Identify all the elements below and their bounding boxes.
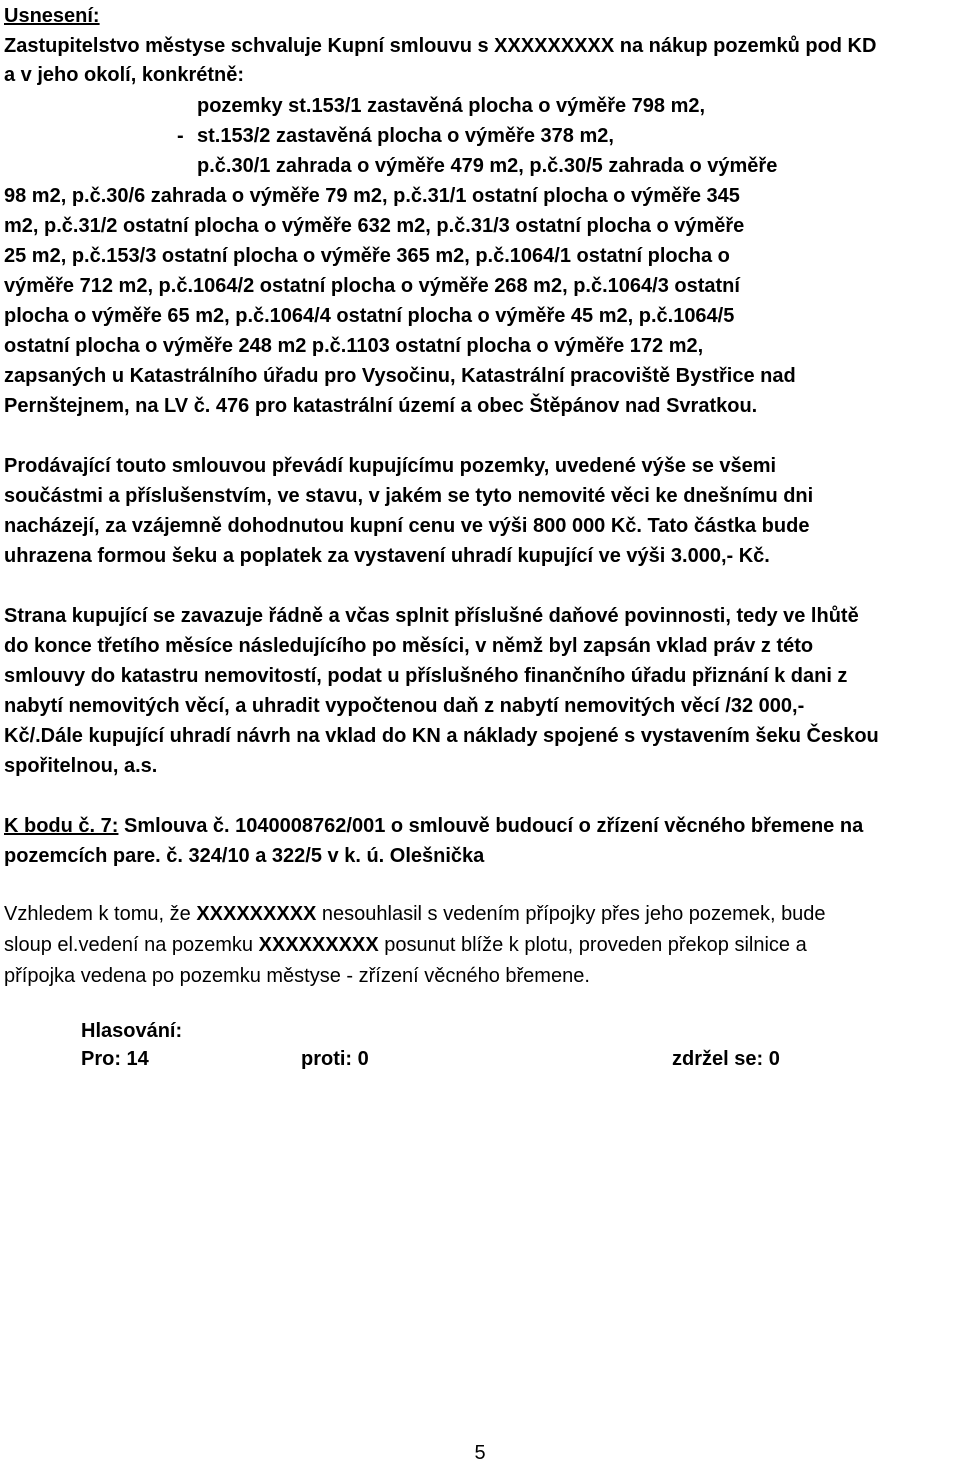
tax-paragraph-line: nabytí nemovitých věcí, a uhradit vypočtenou daň z nabytí nemovitých věcí /32 000,- <box>4 695 805 717</box>
tax-paragraph-line: do konce třetího měsíce následujícího po měsíci, v němž byl zapsán vklad práv z této <box>4 635 814 657</box>
sale-paragraph-line: uhrazena formou šeku a poplatek za vystavení uhradí kupující ve výši 3.000,- Kč. <box>4 545 770 567</box>
redacted-name: XXXXXXXXX <box>258 934 379 956</box>
tax-paragraph-line: smlouvy do katastru nemovitostí, podat u příslušného finančního úřadu přiznání k dani z <box>4 665 848 687</box>
resolution-heading: Usnesení: <box>4 5 100 27</box>
plot-list-line: st.153/2 zastavěná plocha o výměře 378 m2, <box>197 125 614 147</box>
plot-list-line: 98 m2, p.č.30/6 zahrada o výměře 79 m2, p.č.31/1 ostatní plocha o výměře 345 <box>4 185 740 207</box>
voting-heading: Hlasování: <box>81 1020 183 1042</box>
item7-body-line: Vzhledem k tomu, že XXXXXXXXX nesouhlasil s vedením přípojky přes jeho pozemek, bude <box>4 903 826 925</box>
plot-list-line: Pernštejnem, na LV č. 476 pro katastrální území a obec Štěpánov nad Svratkou. <box>4 395 758 417</box>
resolution-intro-line: a v jeho okolí, konkrétně: <box>4 64 245 86</box>
sale-paragraph-line: Prodávající touto smlouvou převádí kupujícímu pozemky, uvedené výše se všemi <box>4 455 777 477</box>
item7-body-line: přípojka vedena po pozemku městyse - zřízení věcného břemene. <box>4 965 590 987</box>
tax-paragraph-line: Kč/.Dále kupující uhradí návrh na vklad do KN a náklady spojené s vystavením šeku Českou <box>4 725 879 747</box>
vote-for: Pro: 14 <box>81 1048 149 1070</box>
plot-list-line: m2, p.č.31/2 ostatní plocha o výměře 632 m2, p.č.31/3 ostatní plocha o výměře <box>4 215 745 237</box>
tax-paragraph-line: Strana kupující se zavazuje řádně a včas splnit příslušné daňové povinnosti, tedy ve lhůtě <box>4 605 859 627</box>
sale-paragraph-line: nacházejí, za vzájemně dohodnutou kupní cenu ve výši 800 000 Kč. Tato částka bude <box>4 515 810 537</box>
vote-abstain: zdržel se: 0 <box>672 1048 780 1070</box>
page-number: 5 <box>474 1442 486 1464</box>
plot-list-line: výměře 712 m2, p.č.1064/2 ostatní plocha o výměře 268 m2, p.č.1064/3 ostatní <box>4 275 740 297</box>
item7-label: K bodu č. 7: <box>4 815 119 837</box>
item7-title-line <box>4 814 863 838</box>
item7-title-line: pozemcích pare. č. 324/10 a 322/5 v k. ú. Olešnička <box>4 845 485 867</box>
vote-against: proti: 0 <box>301 1048 369 1070</box>
item7-title: Smlouva č. 1040008762/001 o smlouvě budoucí o zřízení věcného břemene na <box>118 815 864 837</box>
sale-paragraph-line: součástmi a příslušenstvím, ve stavu, v jakém se tyto nemovité věci ke dnešnímu dni <box>4 485 814 507</box>
plot-list-line: plocha o výměře 65 m2, p.č.1064/4 ostatní plocha o výměře 45 m2, p.č.1064/5 <box>4 305 735 327</box>
plot-list-line: p.č.30/1 zahrada o výměře 479 m2, p.č.30/5 zahrada o výměře <box>197 155 778 177</box>
plot-list-line: pozemky st.153/1 zastavěná plocha o výměře 798 m2, <box>197 95 706 117</box>
plot-list-line: 25 m2, p.č.153/3 ostatní plocha o výměře 365 m2, p.č.1064/1 ostatní plocha o <box>4 245 730 267</box>
tax-paragraph-line: spořitelnou, a.s. <box>4 755 158 777</box>
plot-list-line: ostatní plocha o výměře 248 m2 p.č.1103 ostatní plocha o výměře 172 m2, <box>4 335 704 357</box>
plot-list-dash: - <box>177 125 184 147</box>
plot-list-line: zapsaných u Katastrálního úřadu pro Vysočinu, Katastrální pracoviště Bystřice nad <box>4 365 796 387</box>
item7-body-line: sloup el.vedení na pozemku XXXXXXXXX posunut blíže k plotu, proveden překop silnice a <box>4 934 807 956</box>
redacted-name: XXXXXXXXX <box>196 903 317 925</box>
resolution-intro-line: Zastupitelstvo městyse schvaluje Kupní smlouvu s XXXXXXXXX na nákup pozemků pod KD <box>4 35 877 57</box>
